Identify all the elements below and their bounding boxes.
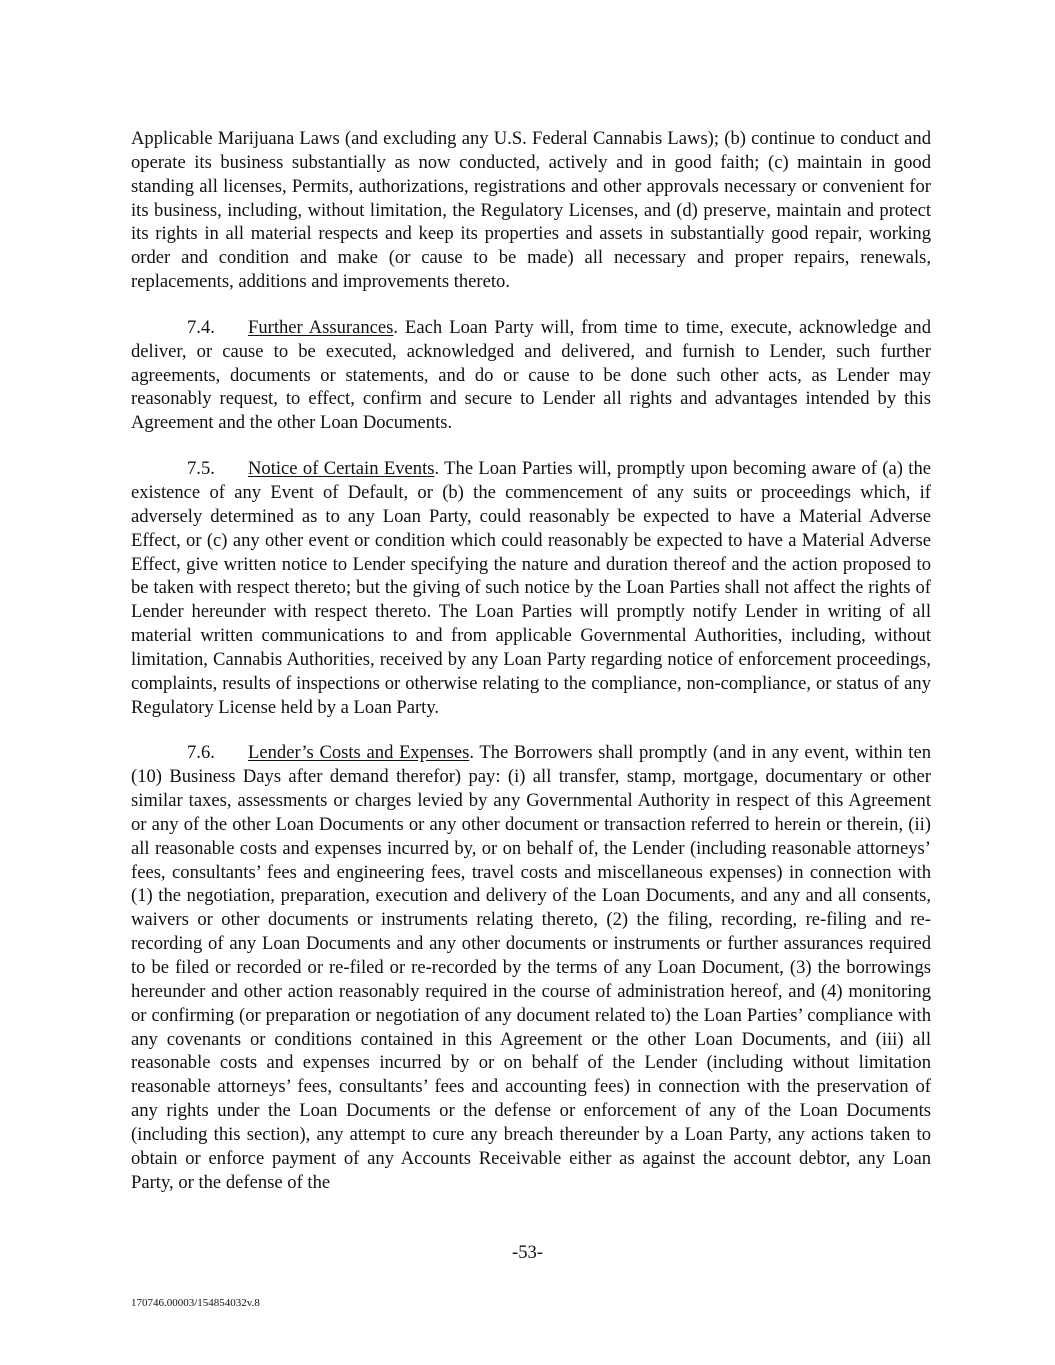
continuation-paragraph: Applicable Marijuana Laws (and excluding any U.S. Federal Cannabis Laws); (b) continue to conduct and operate its business substantially as now conducted, actively and in good faith; (c) maintain in good standing all licenses, Permits, authorizations, registrations and other approvals necessary or convenient for its business, including, without limitation, the Regulatory Licenses, and (d) preserve, maintain and protect its rights in all material respects and keep its properties and assets in substantially good repair, working order and condition and make (or cause to be made) all necessary and proper repairs, renewals, replacements, additions and improvements thereto. <box>131 128 931 293</box>
section-7-4 <box>131 316 931 435</box>
section-heading: Lender’s Costs and Expenses <box>248 742 470 764</box>
section-number: 7.6. <box>187 742 215 764</box>
section-7-6 <box>131 741 931 1194</box>
section-number: 7.5. <box>187 458 215 480</box>
section-7-5 <box>131 457 931 719</box>
section-number: 7.4. <box>187 316 215 338</box>
section-heading: Further Assurances <box>248 316 394 338</box>
section-text: . The Borrowers shall promptly (and in any event, within ten (10) Business Days after demand therefor) pay: (i) all transfer, stamp, mortgage, documentary or other similar taxes, assessments or charges levied by any Governmental Authority in respect of this Agreement or any of the other Loan Documents or any other document or transaction referred to herein or therein, (ii) all reasonable costs and expenses incurred by, or on behalf of, the Lender (including reasonable attorneys’ fees, consultants’ fees and engineering fees, travel costs and miscellaneous expenses) in connection with (1) the negotiation, preparation, execution and delivery of the Loan Documents, and any and all consents, waivers or other documents or instruments relating thereto, (2) the filing, recording, re-filing and re-recording of any Loan Documents and any other documents or instruments or further assurances required to be filed or recorded or re-filed or re-recorded by the terms of any Loan Document, (3) the borrowings hereunder and other action reasonably required in the course of administration hereof, and (4) monitoring or confirming (or preparation or negotiation of any document related to) the Loan Parties’ compliance with any covenants or conditions contained in this Agreement or the other Loan Documents, and (iii) all reasonable costs and expenses incurred by or on behalf of the Lender (including without limitation reasonable attorneys’ fees, consultants’ fees and accounting fees) in connection with the preservation of any rights under the Loan Documents or the defense or enforcement of any of the Loan Documents (including this section), any attempt to cure any breach thereunder by a Loan Party, any actions taken to obtain or enforce payment of any Accounts Receivable either as against the account debtor, any Loan Party, or the defense of the <box>131 742 931 1193</box>
section-text: . The Loan Parties will, promptly upon becoming aware of (a) the existence of any Event of Default, or (b) the commencement of any suits or proceedings which, if adversely determined as to any Loan Party, could reasonably be expected to have a Material Adverse Effect, or (c) any other event or condition which could reasonably be expected to have a Material Adverse Effect, give written notice to Lender specifying the nature and duration thereof and the action proposed to be taken with respect thereto; but the giving of such notice by the Loan Parties shall not affect the rights of Lender hereunder with respect thereto. The Loan Parties will promptly notify Lender in writing of all material written communications to and from applicable Governmental Authorities, including, without limitation, Cannabis Authorities, received by any Loan Party regarding notice of enforcement proceedings, complaints, results of inspections or otherwise relating to the compliance, non-compliance, or status of any Regulatory License held by a Loan Party. <box>131 458 931 718</box>
body-text <box>131 127 931 1194</box>
document-id-footer: 170746.00003/154854032v.8 <box>131 1297 260 1309</box>
page-number: -53- <box>512 1242 543 1263</box>
section-text: . Each Loan Party will, from time to time, execute, acknowledge and deliver, or cause to be executed, acknowledged and delivered, and furnish to Lender, such further agreements, documents or statements, and do or cause to be done such other acts, as Lender may reasonably request, to effect, confirm and secure to Lender all rights and advantages intended by this Agreement and the other Loan Documents. <box>131 316 931 434</box>
section-heading: Notice of Certain Events <box>248 458 435 480</box>
